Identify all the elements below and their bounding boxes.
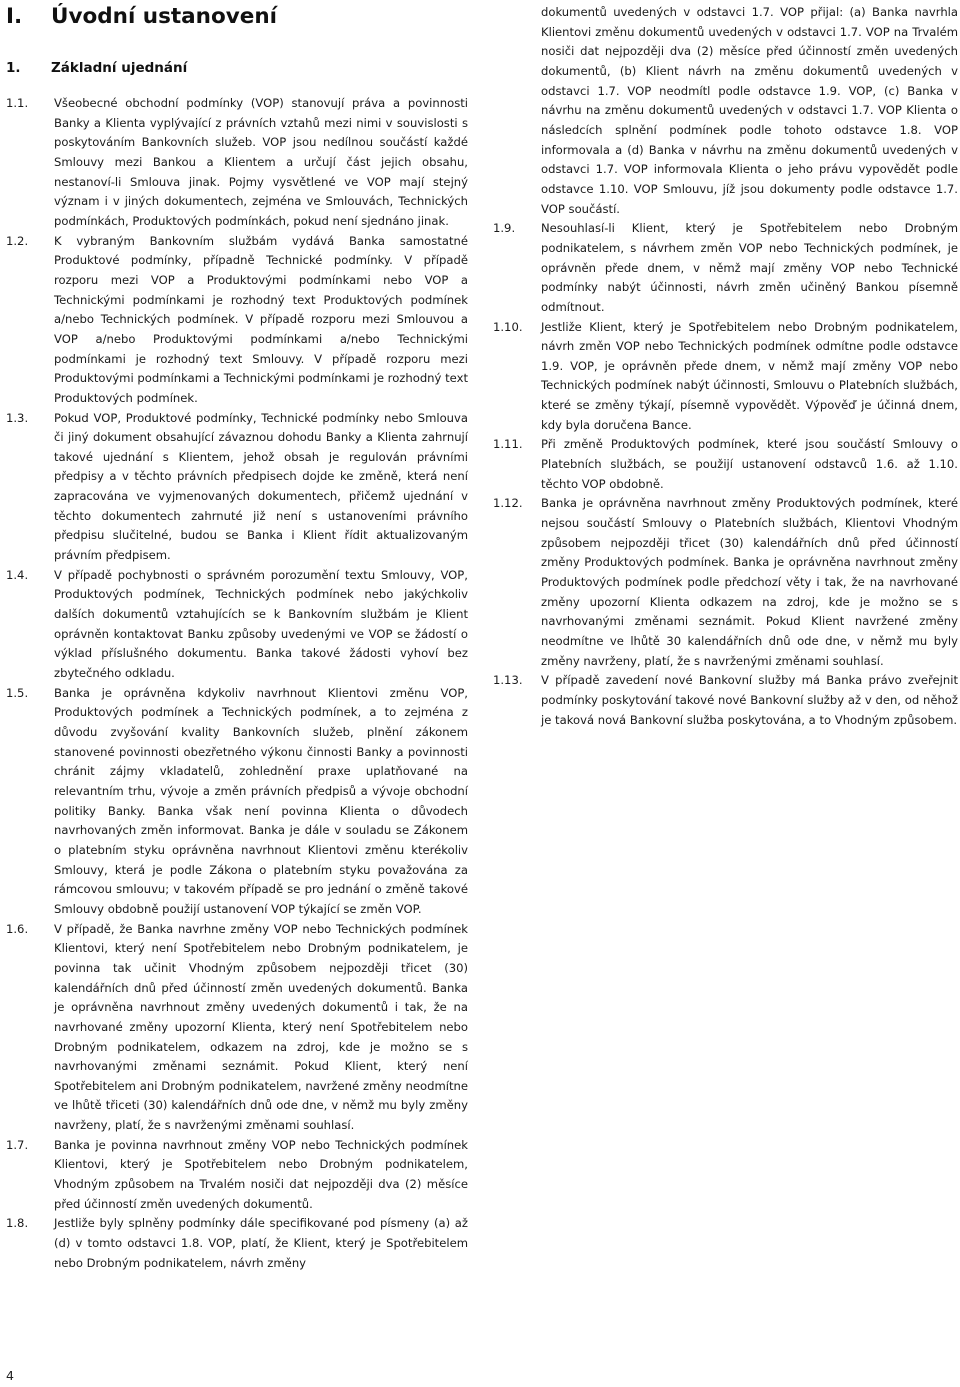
clause (6, 920, 468, 1136)
clause (6, 684, 468, 920)
clause-number: 1.10. (493, 319, 523, 334)
right-column (493, 3, 958, 730)
clause-number: 1.3. (6, 410, 29, 425)
clause-number: 1.4. (6, 567, 29, 582)
clause (6, 232, 468, 409)
clause-text: V případě pochybnosti o správném porozumění textu Smlouvy, VOP, Produktových podmínek, Technických podmínek nebo jakýchkoliv dalších dokumentů vztahujících se k Bankovním službám je Klient oprávněn kontaktovat Banku způsoby uvedenými ve VOP se žádostí o výklad příslušného dokumentu. Banka takové žádosti vyhoví bez zbytečného odkladu. (54, 567, 468, 681)
clause (6, 1214, 468, 1273)
page-number: 4 (6, 1368, 14, 1383)
clause (493, 219, 958, 317)
clause-text: V případě zavedení nové Bankovní služby má Banka právo zveřejnit podmínky poskytování takové nové Bankovní služby až v den, od něhož je taková nová Bankovní služba poskytována, a to Vhodným způsobem. (541, 673, 958, 727)
clause-text: Jestliže Klient, který je Spotřebitelem nebo Drobným podnikatelem, návrh změn VOP nebo Technických podmínek odmítne podle odstavce 1.9. VOP, je oprávněn přede dnem, v němž mají změny VOP nebo Technických podmínek nabýt účinnosti, Smlouvu o Platebních službách, které se změny týkají, písemně vypovědět. Výpověď je účinná dnem, kdy byla doručena Bance. (541, 319, 958, 432)
clause-number: 1.11. (493, 437, 523, 452)
clause-number: 1.12. (493, 496, 523, 511)
clause (6, 566, 468, 684)
section-number: I. (6, 4, 23, 29)
clause (493, 494, 958, 671)
subsection-heading (6, 60, 187, 76)
clause (6, 409, 468, 566)
clause-text: K vybraným Bankovním službám vydává Banka samostatné Produktové podmínky, případně Technické podmínky. V případě rozporu mezi VOP a Produktovými podmínkami nebo VOP a Technickými podmínkami je rozhodný text Produktových podmínek a/nebo Technických podmínek. V případě rozporu mezi Smlouvou a VOP a/nebo Produktovými podmínkami a/nebo Technickými podmínkami je rozhodný text Smlouvy. V případě rozporu mezi Produktovými podmínkami a Technickými podmínkami je rozhodný text Produktových podmínek. (54, 233, 468, 405)
left-column (6, 94, 468, 1273)
clause-text: Banka je oprávněna kdykoliv navrhnout Klientovi změnu VOP, Produktových podmínek a Technických podmínek, a to zejména z důvodu zvyšování kvality Bankovních služeb, plnění zákonem stanovené povinnosti obezřetného výkonu činnosti Banky a povinnosti chránit zájmy vkladatelů, zohlednění praxe uplatňované na relevantním trhu, vývoje a změn právních předpisů a vývoje obchodní politiky Banky. Banka však není povinna Klienta o důvodech navrhovaných změn informovat. Banka je dále v souladu se Zákonem o platebním styku oprávněna navrhnout Klientovi změnu kterékoliv Smlouvy, která je podle Zákona o platebním styku považována za rámcovou smlouvu; v takovém případě se pro jednání o změně takové Smlouvy obdobně použijí ustanovení VOP týkající se změn VOP. (54, 685, 468, 916)
clause-text: Jestliže byly splněny podmínky dále specifikované pod písmeny (a) až (d) v tomto odstavci 1.8. VOP, platí, že Klient, který je Spotřebitelem nebo Drobným podnikatelem, návrh změny (54, 1216, 468, 1270)
clause-number: 1.5. (6, 685, 29, 700)
clause-number: 1.1. (6, 96, 29, 110)
clause-number: 1.2. (6, 233, 29, 248)
clause (493, 671, 958, 730)
clause (6, 94, 468, 232)
section-title: Úvodní ustanovení (51, 4, 278, 29)
clause (6, 1136, 468, 1215)
clause-number: 1.6. (6, 921, 29, 936)
subsection-number: 1. (6, 60, 21, 76)
clause (493, 318, 958, 436)
clause-text: V případě, že Banka navrhne změny VOP nebo Technických podmínek Klientovi, který není Spotřebitelem nebo Drobným podnikatelem, je povinna tak učinit Vhodným způsobem nejpozději třicet (30) kalendářních dnů před účinností změn uvedených dokumentů. Banka je oprávněna navrhnout změny uvedených dokumentů i tak, že na navrhované změny upozorní Klienta, který není Spotřebitelem nebo Drobným podnikatelem, odkazem na zdroj, kde je možno se s navrhovanými změnami seznámit. Pokud Klient, který není Spotřebitelem ani Drobným podnikatelem, navržené změny neodmítne ve lhůtě třiceti (30) kalendářních dnů ode dne, v němž mu byly změny navrženy, platí, že s navrženými změnami souhlasí. (54, 921, 468, 1133)
clause (493, 435, 958, 494)
clause-text: Banka je oprávněna navrhnout změny Produktových podmínek, které nejsou součástí Smlouvy o Platebních službách, Klientovi Vhodným způsobem nejpozději třicet (30) kalendářních dnů před účinností změny Produktových podmínek. Banka je oprávněna navrhnout změny Produktových podmínek podle předchozí věty i tak, že na navrhované změny upozorní Klienta odkazem na zdroj, kde je možno se s navrhovanými změnami seznámit. Pokud Klient navržené změny neodmítne ve lhůtě 30 kalendářních dnů ode dne, v němž mu byly změny navrženy, platí, že s navrženými změnami souhlasí. (541, 496, 958, 668)
clause-text: Banka je povinna navrhnout změny VOP nebo Technických podmínek Klientovi, který je Spotřebitelem nebo Drobným podnikatelem, Vhodným způsobem na Trvalém nosiči dat nejpozději dva (2) měsíce před účinností změn uvedených dokumentů. (54, 1137, 468, 1211)
clause-text: Pokud VOP, Produktové podmínky, Technické podmínky nebo Smlouva či jiný dokument obsahující závaznou dohodu Banky a Klienta zahrnují takové ujednání s Klientem, jehož obsah je regulován právními předpisy a v těchto právních předpisech dojde ke změně, která není zapracována ve vyjmenovaných dokumentech, přičemž ujednání v těchto dokumentech zahrnuté již není s ustanoveními právního předpisu slučitelné, budou se Banka i Klient řídit aktualizovaným právním předpisem. (54, 410, 468, 563)
section-heading (6, 4, 277, 29)
subsection-title: Základní ujednání (51, 60, 188, 76)
clause-text: Nesouhlasí-li Klient, který je Spotřebitelem nebo Drobným podnikatelem, s návrhem změn VOP nebo Technických podmínek, je oprávněn přede dnem, v němž mají změny VOP nebo Technické podmínky nabýt účinnosti, návrh změn učiněný Bankou písemně odmítnout. (541, 221, 958, 314)
clause-text: Všeobecné obchodní podmínky (VOP) stanovují práva a povinnosti Banky a Klienta vyplývající z právních vztahů mezi nimi v souvislosti s poskytováním Bankovních služeb. VOP jsou nedílnou součástí každé Smlouvy mezi Bankou a Klientem a určují část jejich obsahu, nestanoví-li Smlouva jinak. Pojmy vysvětlené ve VOP mají stejný význam i v jiných dokumentech, zejména ve Smlouvách, Technických podmínkách, Produktových podmínkách, pokud není sjednáno jinak. (54, 96, 468, 228)
clause-continuation: dokumentů uvedených v odstavci 1.7. VOP přijal: (a) Banka navrhla Klientovi změnu dokumentů uvedených v odstavci 1.7. VOP na Trvalém nosiči dat nejpozději dva (2) měsíce před účinností změn uvedených dokumentů, (b) Klient návrh na změnu dokumentů uvedených v odstavci 1.7. VOP neodmítl podle odstavce 1.9. VOP, (c) Banka v návrhu na změnu dokumentů uvedených v odstavci 1.7. VOP Klienta o následcích splnění podmínek podle tohoto odstavce 1.8. VOP informovala a (d) Banka v návrhu na změnu dokumentů uvedených v odstavci 1.7. VOP informovala Klienta o jeho právu vypovědět podle odstavce 1.10. VOP Smlouvu, jíž jsou dokumenty podle odstavce 1.7. VOP součástí. (541, 5, 958, 216)
clause-number: 1.13. (493, 673, 523, 688)
clause-number: 1.9. (493, 221, 516, 236)
clause-text: Při změně Produktových podmínek, které jsou součástí Smlouvy o Platebních službách, se použijí ustanovení odstavců 1.6. až 1.10. těchto VOP obdobně. (541, 437, 958, 491)
clause-number: 1.7. (6, 1137, 29, 1152)
clause-number: 1.8. (6, 1216, 29, 1231)
